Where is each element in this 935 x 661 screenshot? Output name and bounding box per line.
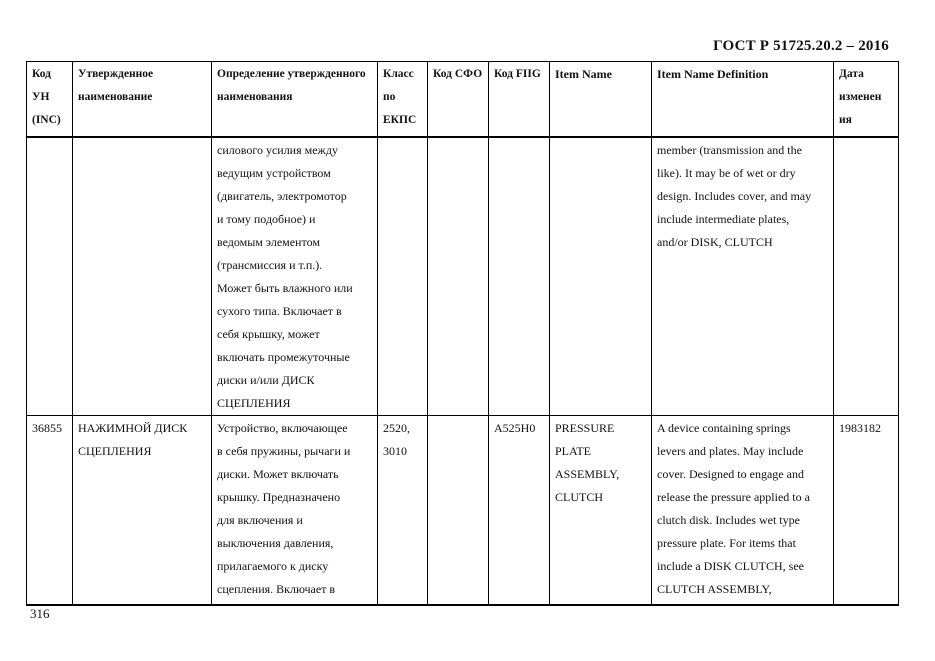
cell-ekps-class xyxy=(378,137,428,416)
cell-fiig-code xyxy=(489,137,550,416)
document-standard-header: ГОСТ Р 51725.20.2 – 2016 xyxy=(713,38,889,54)
cell-sfo-code xyxy=(428,415,489,605)
cell-item-definition: member (transmission and the like). It may be of wet or dry design. Includes cover, and may include intermediate plates, and/or DISK, CLUTCH xyxy=(652,137,834,416)
col-header-inc: Код УН (INC) xyxy=(27,62,73,137)
page-number: 316 xyxy=(30,606,50,621)
cell-inc xyxy=(27,137,73,416)
col-header-change-date: Дата изменен ия xyxy=(834,62,899,137)
cell-change-date: 1983182 xyxy=(834,415,899,605)
cell-item-name xyxy=(550,137,652,416)
cell-definition-ru: Устройство, включающее в себя пружины, рычаги и диски. Может включать крышку. Предназначено для включения и выключения давления, прилагаемого к диску сцепления. Включает в xyxy=(212,415,378,605)
cell-approved-name: НАЖИМНОЙ ДИСК СЦЕПЛЕНИЯ xyxy=(73,415,212,605)
col-header-definition: Определение утвержденного наименования xyxy=(212,62,378,137)
table-row xyxy=(27,415,899,605)
col-header-item-name-definition: Item Name Definition xyxy=(652,62,834,137)
cell-change-date xyxy=(834,137,899,416)
cell-item-name: PRESSURE PLATE ASSEMBLY, CLUTCH xyxy=(550,415,652,605)
col-header-fiig-code: Код FIIG xyxy=(489,62,550,137)
cell-sfo-code xyxy=(428,137,489,416)
table-row xyxy=(27,137,899,416)
cell-ekps-class: 2520, 3010 xyxy=(378,415,428,605)
col-header-approved-name: Утвержденное наименование xyxy=(73,62,212,137)
cell-approved-name xyxy=(73,137,212,416)
col-header-sfo-code: Код СФО xyxy=(428,62,489,137)
cell-fiig-code: A525H0 xyxy=(489,415,550,605)
col-header-item-name: Item Name xyxy=(550,62,652,137)
table-header-row xyxy=(27,62,899,137)
col-header-ekps-class: Класс по ЕКПС xyxy=(378,62,428,137)
catalog-table xyxy=(26,61,899,606)
cell-inc: 36855 xyxy=(27,415,73,605)
cell-item-definition: A device containing springs levers and plates. May include cover. Designed to engage and release the pressure applied to a clutch disk. Includes wet type pressure plate. For items that include a DISK CLUTCH, see CLUTCH ASSEMBLY, xyxy=(652,415,834,605)
cell-definition-ru: силового усилия между ведущим устройством (двигатель, электромотор и тому подобное) и ведомым элементом (трансмиссия и т.п.). Может быть влажного или сухого типа. Включает в себя крышку, может включать промежуточные диски и/или ДИСК СЦЕПЛЕНИЯ xyxy=(212,137,378,416)
